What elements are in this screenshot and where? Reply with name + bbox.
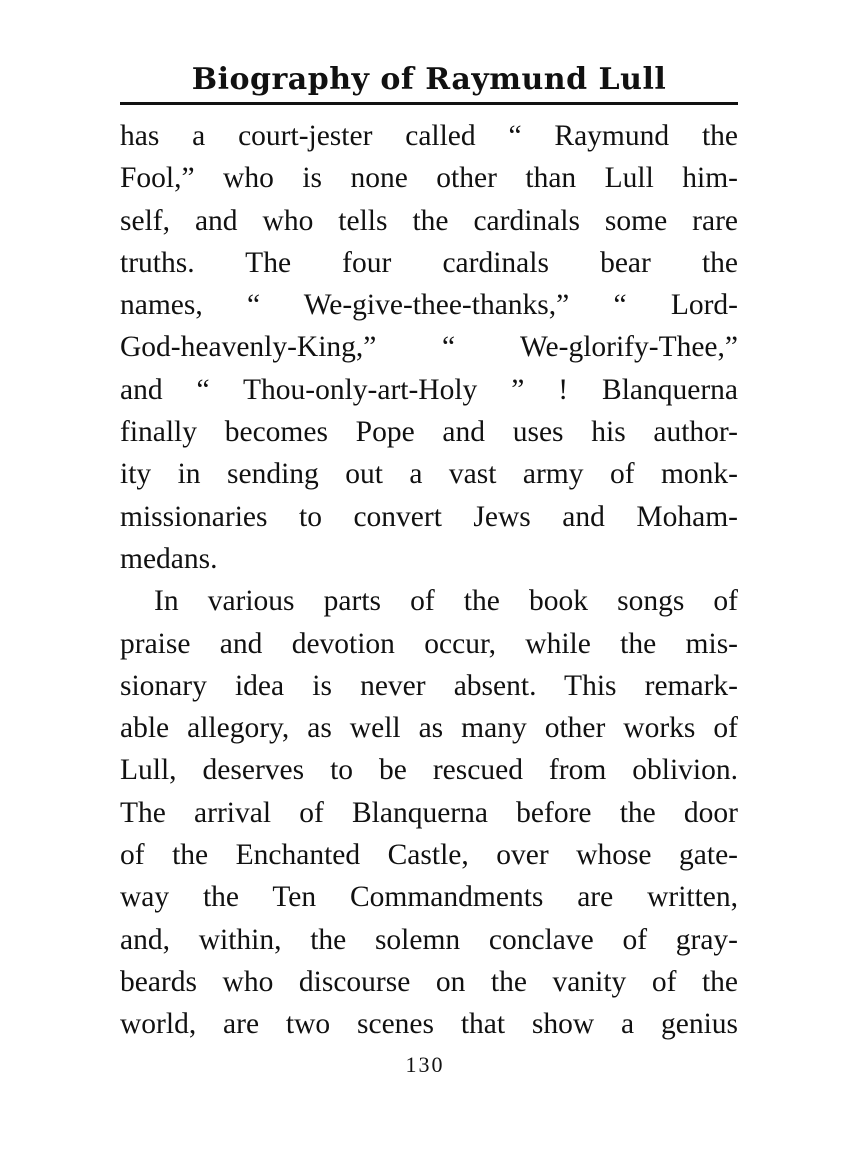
text-line: sionary idea is never absent. This remark- <box>120 669 738 702</box>
page-number: 130 <box>405 1052 445 1077</box>
text-body <box>120 115 738 1046</box>
paragraph-2 <box>120 580 738 1045</box>
text-line: of the Enchanted Castle, over whose gate- <box>120 839 738 872</box>
text-line: medans. <box>120 542 218 575</box>
text-line: able allegory, as well as many other works of <box>120 712 738 745</box>
text-line: world, are two scenes that show a genius <box>120 1008 738 1041</box>
text-line: finally becomes Pope and uses his author- <box>120 416 738 449</box>
text-line: praise and devotion occur, while the mis- <box>120 627 738 660</box>
text-line: and, within, the solemn conclave of gray- <box>120 923 738 956</box>
text-line: and “ Thou-only-art-Holy ” ! Blanquerna <box>120 373 738 406</box>
text-line: Lull, deserves to be rescued from oblivion. <box>120 754 738 787</box>
running-head: Biography of Raymund Lull <box>191 62 667 97</box>
text-line: truths. The four cardinals bear the <box>120 246 738 279</box>
text-line: The arrival of Blanquerna before the door <box>120 796 738 829</box>
text-line: missionaries to convert Jews and Moham- <box>120 500 738 533</box>
text-line: beards who discourse on the vanity of the <box>120 965 738 998</box>
text-line: way the Ten Commandments are written, <box>120 881 738 914</box>
paragraph-1 <box>120 115 738 580</box>
text-line: God-heavenly-King,” “ We-glorify-Thee,” <box>120 331 738 364</box>
text-line: ity in sending out a vast army of monk- <box>120 458 738 491</box>
header-rule <box>120 102 738 105</box>
text-line: names, “ We-give-thee-thanks,” “ Lord- <box>120 289 738 322</box>
page <box>120 60 738 1046</box>
text-line: self, and who tells the cardinals some rare <box>120 204 738 237</box>
text-line: In various parts of the book songs of <box>154 585 738 618</box>
text-line: Fool,” who is none other than Lull him- <box>120 162 738 195</box>
text-line: has a court-jester called “ Raymund the <box>120 120 738 152</box>
